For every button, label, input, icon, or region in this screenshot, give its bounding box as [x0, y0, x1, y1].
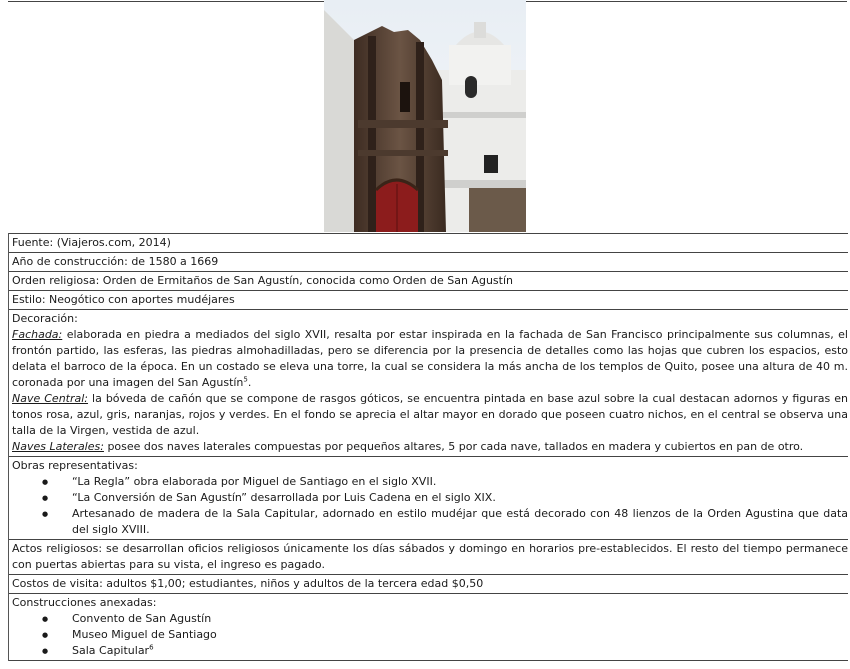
costos-value: adultos $1,00; estudiantes, niños y adultos de la tercera edad $0,50 — [102, 577, 484, 590]
fachada-text: elaborada en piedra a mediados del siglo XVII, resalta por estar inspirada en la fachada de San Francisco principalmente sus columnas, el frontón partido, las esferas, las piedras almohadilladas, pero se diferencia por la presencia de detalles como las hojas que cubren los espacios, esto delata el barroco de la época. En un costado se eleva una torre, la cual se considera la más ancha de los templos de Quito, posee una altura de 40 m. coronada por una imagen del San Agustín — [12, 328, 848, 389]
nave-central-label: Nave Central: — [12, 392, 89, 405]
estilo-value: Neogótico con aportes mudéjares — [45, 293, 235, 306]
anio-label: Año de construcción: — [12, 255, 128, 268]
list-item: ● Artesanado de madera de la Sala Capitular, adornado en estilo mudéjar que está decorado con 48 lienzos de la Orden Agustina que data del siglo XVIII. — [12, 506, 848, 538]
costos-label: Costos de visita: — [12, 577, 103, 590]
obras-label: Obras representativas: — [12, 459, 138, 472]
row-orden — [9, 271, 848, 290]
list-item: ● “La Conversión de San Agustín” desarrollada por Luis Cadena en el siglo XIX. — [12, 490, 848, 506]
list-item: ● Convento de San Agustín — [12, 611, 848, 627]
list-item: ● “La Regla” obra elaborada por Miguel de Santiago en el siglo XVII. — [12, 474, 848, 490]
naves-laterales-paragraph — [12, 439, 848, 455]
decoracion-label: Decoración: — [12, 312, 78, 325]
sala-capitular-text: Sala Capitular — [72, 644, 150, 657]
row-construcciones — [9, 593, 848, 661]
fachada-paragraph — [12, 327, 848, 391]
nave-central-text: la bóveda de cañón que se compone de rasgos góticos, se encuentra pintada en base azul sobre la cual destacan adornos y figuras en tonos rosa, azul, gris, naranjas, rojos y verdes. En el fondo se aprecia el altar mayor en dorado que poseen cuatro nichos, en el central se observa una talla de la Virgen, vestida de azul. — [12, 392, 848, 437]
anio-value: de 1580 a 1669 — [127, 255, 219, 268]
orden-label: Orden religiosa: — [12, 274, 100, 287]
actos-label: Actos religiosos — [12, 542, 99, 555]
construcciones-list — [12, 611, 848, 659]
fuente-value: (Viajeros.com, 2014) — [53, 236, 171, 249]
church-info-table — [8, 233, 848, 661]
sala-capitular-footnote: 6 — [149, 643, 154, 652]
fuente-label: Fuente: — [12, 236, 54, 249]
church-facade-illustration — [324, 0, 526, 232]
row-obras — [9, 456, 848, 539]
row-anio — [9, 252, 848, 271]
row-actos — [9, 539, 848, 574]
estilo-label: Estilo: — [12, 293, 46, 306]
row-decoracion — [9, 309, 848, 456]
row-fuente — [9, 233, 848, 252]
nave-central-paragraph — [12, 391, 848, 439]
list-item — [12, 643, 848, 659]
naves-laterales-label: Naves Laterales: — [12, 440, 104, 453]
actos-value: : se desarrollan oficios religiosos únicamente los días sábados y domingo en horarios pre-establecidos. El resto del tiempo permanece con puertas abiertas para su vista, el ingreso es pagado. — [12, 542, 848, 571]
list-item: ● Museo Miguel de Santiago — [12, 627, 848, 643]
orden-value: Orden de Ermitaños de San Agustín, conocida como Orden de San Agustín — [99, 274, 513, 287]
row-estilo — [9, 290, 848, 309]
row-costos — [9, 574, 848, 593]
construcciones-label: Construcciones anexadas: — [12, 596, 157, 609]
fachada-label: Fachada: — [12, 328, 63, 341]
fachada-end: . — [247, 376, 252, 389]
top-rule-left — [8, 1, 324, 2]
fachada-footnote: 5 — [243, 375, 248, 384]
top-rule-right — [526, 1, 847, 2]
naves-laterales-text: posee dos naves laterales compuestas por pequeños altares, 5 por cada nave, tallados en madera y cubiertos en pan de otro. — [103, 440, 804, 453]
obras-list — [12, 474, 848, 538]
church-photo — [324, 0, 526, 232]
